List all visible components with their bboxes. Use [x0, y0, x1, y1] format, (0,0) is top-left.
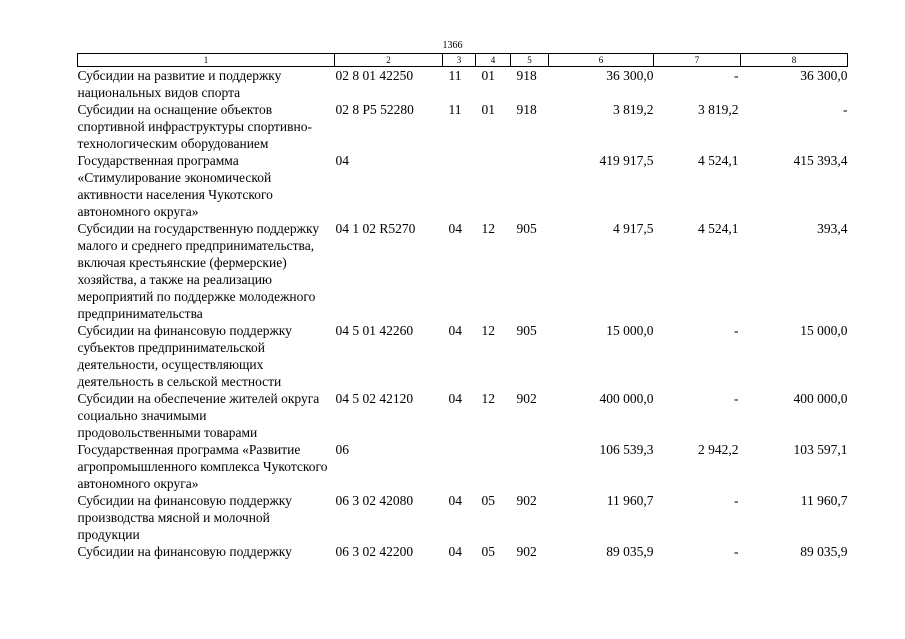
header-col-6: 6	[549, 54, 654, 67]
row-col-5: 902	[516, 391, 537, 406]
row-col-6: 15 000,0	[606, 323, 654, 338]
row-col-6: 89 035,9	[606, 544, 654, 559]
page-number: 1366	[442, 40, 463, 51]
row-name: Субсидии на обеспечение жителей округа социально значимыми продовольственными товарами	[77, 391, 320, 440]
row-col-5: 918	[516, 102, 537, 117]
table-row	[78, 441, 848, 492]
row-col-5	[511, 152, 549, 220]
header-col-1: 1	[78, 54, 335, 67]
row-name: Субсидии на оснащение объектов спортивной инфраструктуры спортивно-технологическим оборудованием	[77, 102, 312, 151]
row-col-3: 04	[448, 221, 462, 236]
row-name: Субсидии на финансовую поддержку субъектов предпринимательской деятельности, осуществляющих деятельность в сельской местности	[77, 323, 292, 389]
table-row	[78, 67, 848, 102]
row-code: 04 5 01 42260	[335, 323, 414, 338]
row-code: 06 3 02 42080	[335, 493, 414, 508]
row-col-3: 11	[448, 68, 462, 83]
row-col-3: 11	[448, 102, 462, 117]
row-col-8: 415 393,4	[793, 153, 848, 168]
row-col-4	[476, 152, 511, 220]
row-col-7: -	[734, 391, 739, 406]
row-name: Субсидии на государственную поддержку малого и среднего предпринимательства, включая крестьянские (фермерские) хозяйства, а также на реализацию мероприятий по поддержке молодежного предпринимательства	[77, 221, 320, 321]
row-col-6: 36 300,0	[606, 68, 654, 83]
row-code: 04	[335, 153, 349, 168]
row-col-5: 905	[516, 221, 537, 236]
row-col-4	[476, 441, 511, 492]
row-col-6: 11 960,7	[606, 493, 654, 508]
header-col-3: 3	[443, 54, 476, 67]
row-col-3	[443, 152, 476, 220]
row-code: 02 8 P5 52280	[335, 102, 414, 117]
row-col-4: 01	[481, 102, 495, 117]
table-row	[78, 322, 848, 390]
row-col-4: 12	[481, 221, 495, 236]
row-col-8: -	[843, 102, 848, 117]
row-col-6: 106 539,3	[599, 442, 654, 457]
row-col-7: -	[734, 493, 739, 508]
row-col-3	[443, 441, 476, 492]
row-col-4: 12	[481, 323, 495, 338]
row-name: Государственная программа «Стимулирование экономической активности населения Чукотского автономного округа»	[77, 153, 273, 219]
row-col-7: -	[734, 544, 739, 559]
row-col-3: 04	[448, 544, 462, 559]
row-col-3: 04	[448, 323, 462, 338]
row-col-7: -	[734, 68, 739, 83]
row-col-6: 4 917,5	[613, 221, 654, 236]
header-col-8: 8	[741, 54, 848, 67]
row-col-6: 3 819,2	[613, 102, 654, 117]
table-row	[78, 492, 848, 543]
row-col-8: 36 300,0	[800, 68, 848, 83]
header-row	[78, 54, 848, 67]
table-row	[78, 543, 848, 560]
row-col-3: 04	[448, 391, 462, 406]
row-col-7: 2 942,2	[698, 442, 739, 457]
row-col-4: 01	[481, 68, 495, 83]
row-code: 04 1 02 R5270	[335, 221, 416, 236]
row-code: 02 8 01 42250	[335, 68, 414, 83]
row-col-8: 89 035,9	[800, 544, 848, 559]
row-col-4: 05	[481, 544, 495, 559]
row-col-5: 902	[516, 493, 537, 508]
row-code: 06	[335, 442, 349, 457]
row-col-6: 419 917,5	[599, 153, 654, 168]
header-col-7: 7	[654, 54, 741, 67]
row-col-7: 4 524,1	[698, 153, 739, 168]
row-code: 04 5 02 42120	[335, 391, 414, 406]
row-col-8: 11 960,7	[800, 493, 848, 508]
row-col-5: 918	[516, 68, 537, 83]
row-col-7: -	[734, 323, 739, 338]
row-name: Субсидии на финансовую поддержку производства мясной и молочной продукции	[77, 493, 292, 542]
budget-table	[77, 53, 848, 560]
row-col-3: 04	[448, 493, 462, 508]
row-name: Субсидии на развитие и поддержку национальных видов спорта	[77, 68, 282, 100]
row-col-8: 15 000,0	[800, 323, 848, 338]
row-col-5	[511, 441, 549, 492]
row-col-5: 902	[516, 544, 537, 559]
header-col-5: 5	[511, 54, 549, 67]
table-row	[78, 390, 848, 441]
table-row	[78, 101, 848, 152]
row-code: 06 3 02 42200	[335, 544, 414, 559]
row-col-8: 400 000,0	[793, 391, 848, 406]
row-col-7: 3 819,2	[698, 102, 739, 117]
row-col-4: 12	[481, 391, 495, 406]
header-col-2: 2	[335, 54, 443, 67]
row-col-7: 4 524,1	[698, 221, 739, 236]
row-col-8: 103 597,1	[793, 442, 848, 457]
row-col-6: 400 000,0	[599, 391, 654, 406]
table-row	[78, 220, 848, 322]
row-name: Субсидии на финансовую поддержку	[77, 544, 292, 559]
row-col-5: 905	[516, 323, 537, 338]
header-col-4: 4	[476, 54, 511, 67]
row-name: Государственная программа «Развитие агропромышленного комплекса Чукотского автономного округа»	[77, 442, 328, 491]
row-col-4: 05	[481, 493, 495, 508]
row-col-8: 393,4	[817, 221, 848, 236]
table-row	[78, 152, 848, 220]
